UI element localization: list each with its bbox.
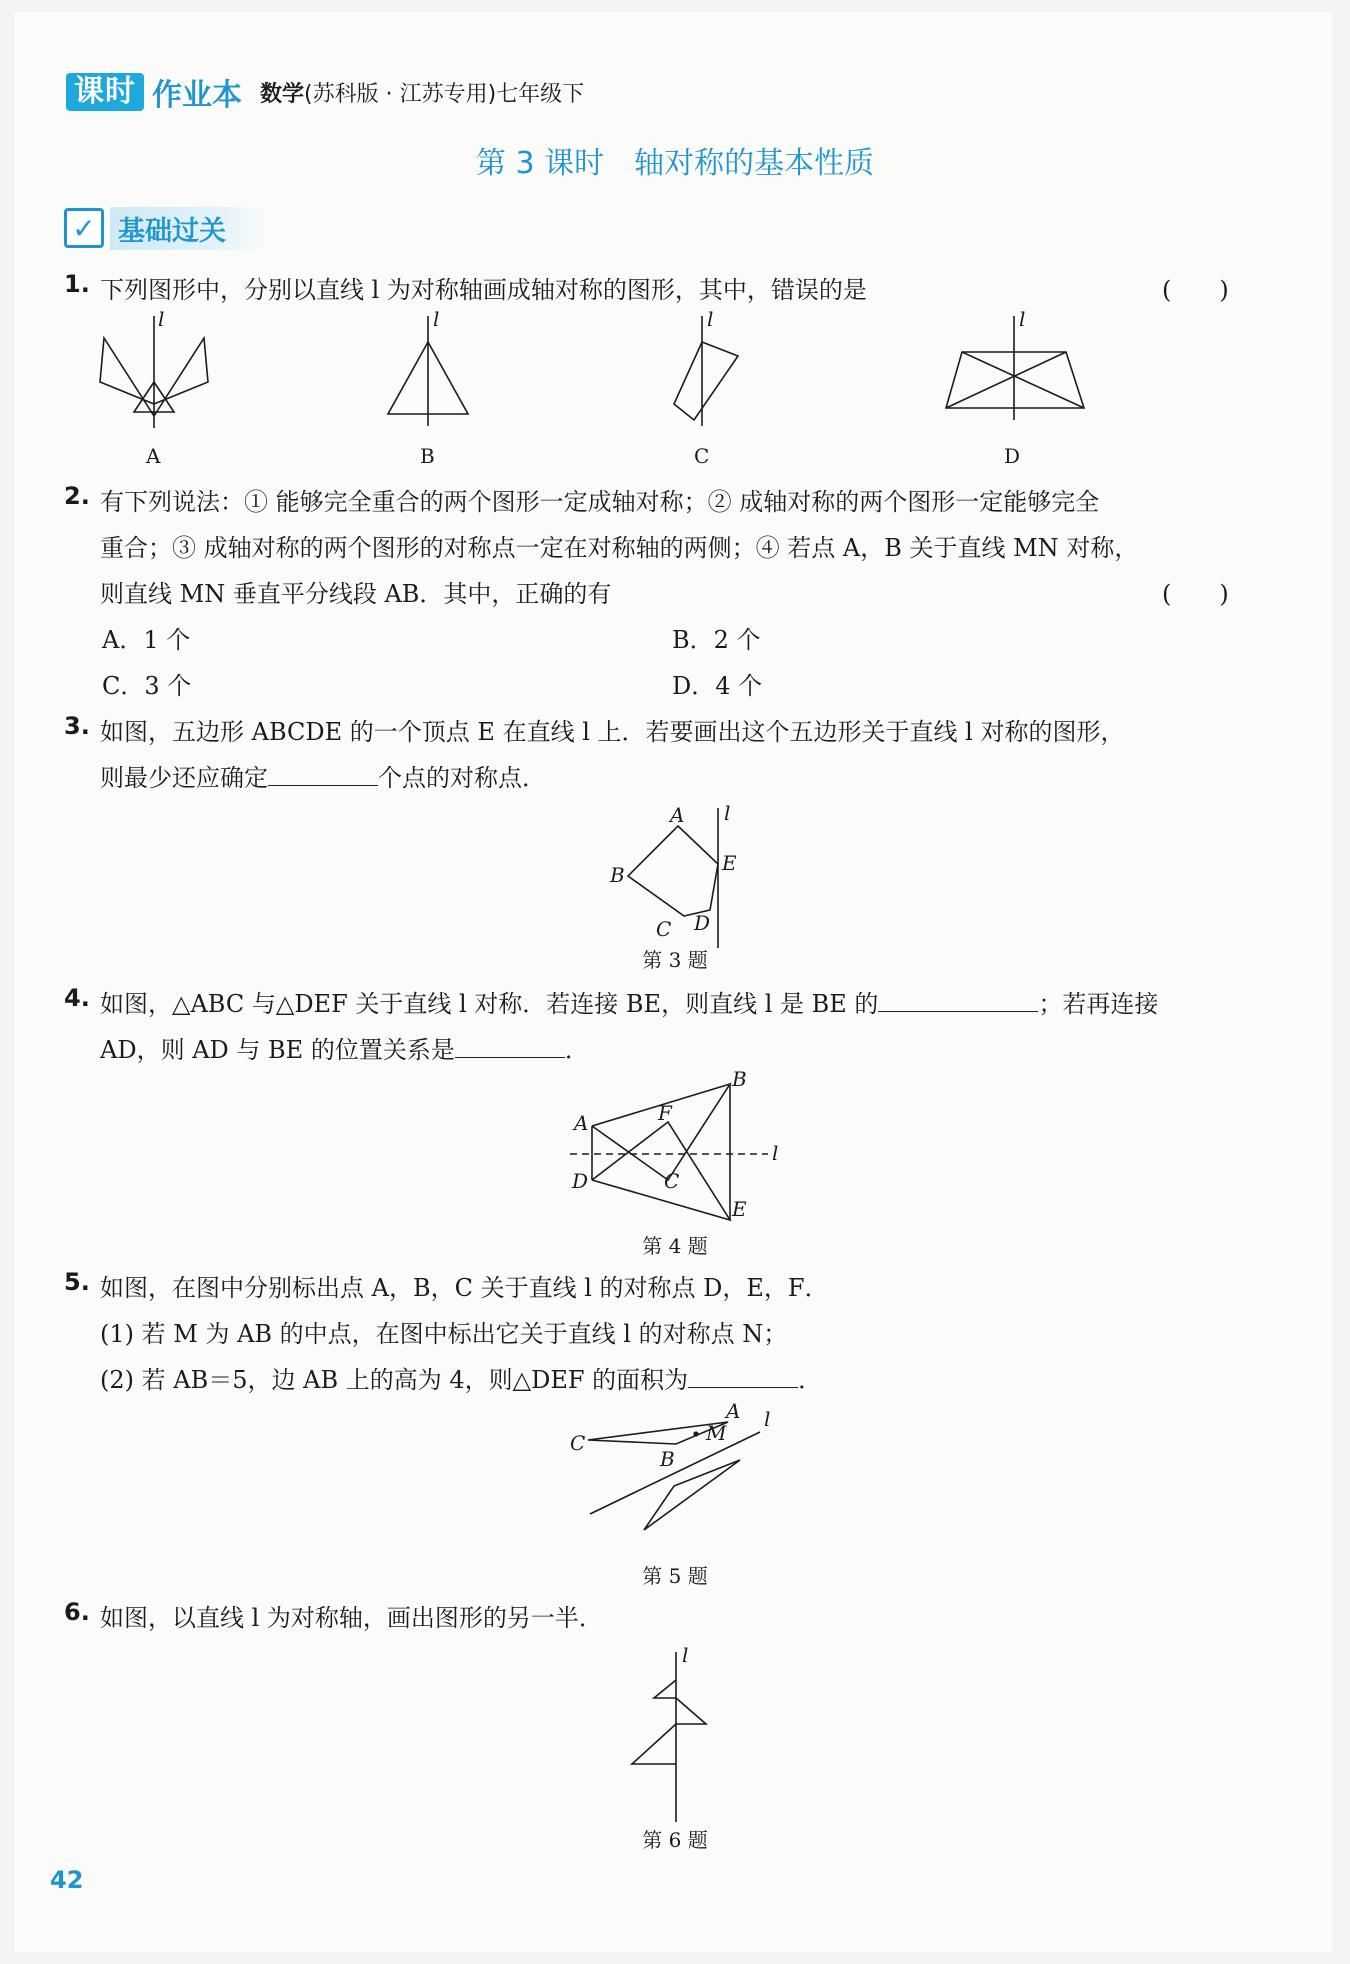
question-number: 1. [64, 270, 90, 298]
question-text: 如图，在图中分别标出点 A，B，C 关于直线 l 的对称点 D，E，F． [100, 1274, 829, 1302]
question-number: 3. [64, 712, 90, 740]
question-text: 下列图形中，分别以直线 l 为对称轴画成轴对称的图形，其中，错误的是 [100, 276, 867, 304]
brand-logo: 课时 [66, 73, 144, 111]
axis-label: l [158, 307, 165, 331]
triangle-abc [592, 1084, 730, 1180]
q6-figure [620, 1640, 740, 1830]
q1-figures [90, 308, 1240, 478]
label-e: E [722, 851, 737, 875]
question-text-part: 如图，△ABC 与△DEF 关于直线 l 对称．若连接 BE，则直线 l 是 BE 的 [100, 990, 879, 1018]
question-text-part: 则最少还应确定 [100, 764, 268, 792]
edition: (苏科版 · 江苏专用)七年级下 [304, 81, 585, 107]
question-number: 6. [64, 1598, 90, 1626]
book-subtitle [260, 77, 584, 108]
pentagon [628, 826, 718, 916]
reflected-triangle [644, 1460, 740, 1530]
triangle-def [592, 1122, 730, 1220]
label-a: A [670, 803, 685, 827]
brand-name: 作业本 [152, 78, 242, 113]
option-b: B．2 个 [672, 626, 761, 654]
section-label: 基础过关 [110, 207, 266, 250]
option-c: C．3 个 [102, 672, 192, 700]
axis-label: l [764, 1407, 771, 1431]
option-label-b: B [420, 444, 435, 468]
question-number: 5. [64, 1268, 90, 1296]
label-a: A [574, 1111, 589, 1135]
label-b: B [732, 1067, 747, 1091]
check-icon: ✓ [64, 208, 104, 248]
figure-caption: 第 3 题 [642, 948, 708, 972]
label-c: C [656, 917, 672, 941]
axis-label: l [682, 1643, 689, 1667]
question-text: 有下列说法：① 能够完全重合的两个图形一定成轴对称；② 成轴对称的两个图形一定能够完全 [100, 488, 1100, 516]
answer-blank[interactable] [878, 985, 1038, 1012]
label-a: A [726, 1399, 741, 1423]
figure-d-trapezoid [946, 352, 1084, 408]
question-text-part: 个点的对称点． [378, 764, 546, 792]
axis-label: l [433, 307, 440, 331]
label-b: B [660, 1447, 675, 1471]
axis-label: l [772, 1141, 779, 1165]
option-label-a: A [146, 444, 161, 468]
answer-blank[interactable] [688, 1361, 798, 1388]
question-text: 则直线 MN 垂直平分线段 AB．其中，正确的有 [100, 580, 612, 608]
label-d: D [694, 911, 711, 935]
question-text [100, 758, 546, 793]
answer-blank[interactable] [268, 759, 378, 786]
figure-caption: 第 6 题 [642, 1828, 708, 1852]
question-text: 如图，以直线 l 为对称轴，画出图形的另一半． [100, 1604, 603, 1632]
axis-label: l [724, 801, 731, 825]
axis-label: l [1019, 307, 1026, 331]
point-m [693, 1431, 698, 1436]
question-text [100, 1030, 589, 1065]
answer-paren: ( ) [1162, 580, 1229, 608]
question-text: 如图，五边形 ABCDE 的一个顶点 E 在直线 l 上．若要画出这个五边形关于直线 l 对称的图形， [100, 718, 1125, 746]
figure-c-quad [674, 342, 738, 420]
option-label-c: C [694, 444, 710, 468]
question-text-part: (2) 若 AB＝5，边 AB 上的高为 4，则△DEF 的面积为 [100, 1366, 689, 1394]
q4-triangles-figure [560, 1067, 800, 1230]
question-text [100, 984, 1158, 1019]
label-e: E [732, 1197, 747, 1221]
lesson-title: 第 3 课时 轴对称的基本性质 [475, 146, 875, 181]
answer-paren: ( ) [1162, 276, 1229, 304]
question-text: 重合；③ 成轴对称的两个图形的对称点一定在对称轴的两侧；④ 若点 A，B 关于直线 MN 对称， [100, 534, 1139, 562]
figure-d-diagonal [962, 352, 1084, 408]
section-header [64, 208, 266, 248]
question-text-part: AD，则 AD 与 BE 的位置关系是 [100, 1036, 455, 1064]
answer-blank[interactable] [455, 1031, 565, 1058]
question-number: 4. [64, 984, 90, 1012]
label-c: C [664, 1169, 680, 1193]
question-number: 2. [64, 482, 90, 510]
option-label-d: D [1004, 444, 1021, 468]
half-shape-bottom [632, 1724, 676, 1764]
question-text-part: ． [798, 1366, 823, 1394]
option-d: D．4 个 [672, 672, 763, 700]
label-b: B [610, 863, 625, 887]
subject: 数学 [260, 81, 305, 107]
page-number: 42 [50, 1866, 84, 1894]
option-a: A．1 个 [102, 626, 191, 654]
half-shape-middle [676, 1698, 706, 1724]
figure-caption: 第 5 题 [642, 1564, 708, 1588]
axis-label: l [707, 307, 714, 331]
label-d: D [572, 1169, 589, 1193]
header-brand [66, 72, 584, 112]
label-c: C [570, 1431, 586, 1455]
q3-pentagon-figure [600, 800, 750, 950]
question-text: (1) 若 M 为 AB 的中点，在图中标出它关于直线 l 的对称点 N； [100, 1320, 788, 1348]
question-text [100, 1360, 822, 1395]
half-shape-top [654, 1680, 676, 1698]
question-text-part: ；若再连接 [1038, 990, 1159, 1018]
figure-d-diagonal [946, 352, 1066, 408]
label-m: M [706, 1421, 727, 1445]
question-text-part: ． [564, 1036, 589, 1064]
q5-figure [560, 1399, 800, 1564]
label-f: F [658, 1101, 672, 1125]
figure-caption: 第 4 题 [642, 1234, 708, 1258]
